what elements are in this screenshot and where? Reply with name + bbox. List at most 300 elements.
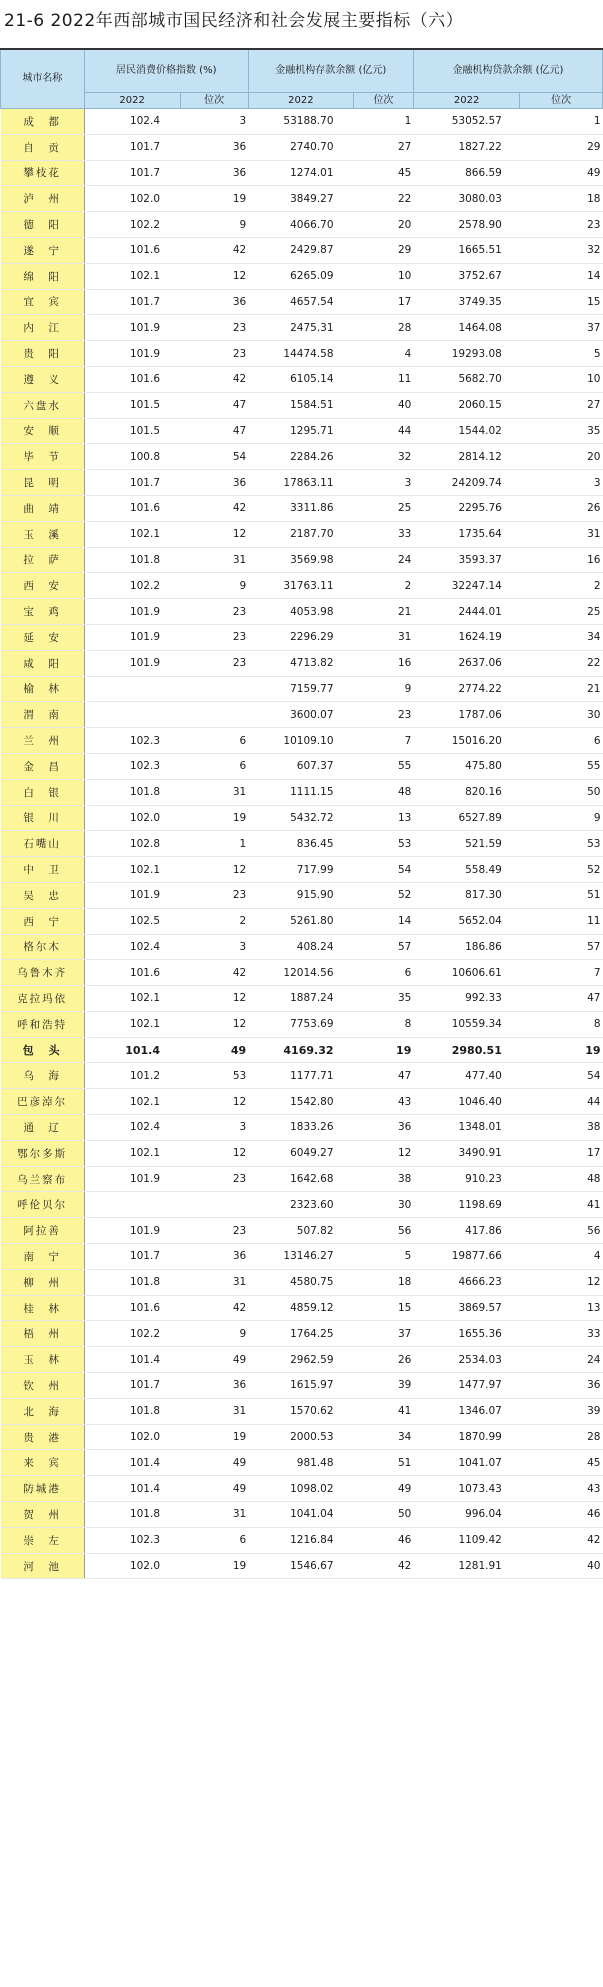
loan-value-cell: 1870.99 [413, 1424, 520, 1450]
deposit-rank-cell: 27 [354, 134, 414, 160]
table-header [1, 49, 603, 109]
city-name-cell: 乌兰察布 [1, 1166, 85, 1192]
deposit-rank-cell: 13 [354, 805, 414, 831]
loan-rank-cell: 52 [520, 857, 603, 883]
loan-rank-cell: 10 [520, 366, 603, 392]
deposit-value-cell: 1642.68 [248, 1166, 353, 1192]
cpi-rank-cell: 19 [180, 186, 248, 212]
cpi-value-cell: 101.5 [84, 418, 180, 444]
loan-rank-cell: 19 [520, 1037, 603, 1063]
cpi-value-cell [84, 1192, 180, 1218]
header-deposit-rank: 位次 [354, 93, 414, 109]
loan-rank-cell: 50 [520, 779, 603, 805]
loan-value-cell: 4666.23 [413, 1269, 520, 1295]
deposit-value-cell: 2475.31 [248, 315, 353, 341]
loan-rank-cell: 30 [520, 702, 603, 728]
loan-rank-cell: 56 [520, 1218, 603, 1244]
cpi-rank-cell: 3 [180, 1115, 248, 1141]
city-name-cell: 防城港 [1, 1476, 85, 1502]
deposit-rank-cell: 37 [354, 1321, 414, 1347]
loan-value-cell: 558.49 [413, 857, 520, 883]
cpi-rank-cell: 49 [180, 1347, 248, 1373]
table-row [1, 392, 603, 418]
loan-rank-cell: 31 [520, 521, 603, 547]
loan-rank-cell: 25 [520, 599, 603, 625]
city-name-cell: 银 川 [1, 805, 85, 831]
city-name-cell: 桂 林 [1, 1295, 85, 1321]
cpi-rank-cell: 31 [180, 1398, 248, 1424]
deposit-rank-cell: 41 [354, 1398, 414, 1424]
table-row [1, 650, 603, 676]
city-name-cell: 渭 南 [1, 702, 85, 728]
loan-rank-cell: 27 [520, 392, 603, 418]
cpi-value-cell: 101.8 [84, 779, 180, 805]
deposit-value-cell: 4657.54 [248, 289, 353, 315]
cpi-rank-cell: 42 [180, 237, 248, 263]
table-row [1, 1140, 603, 1166]
deposit-rank-cell: 5 [354, 1244, 414, 1270]
loan-value-cell: 186.86 [413, 934, 520, 960]
cpi-rank-cell: 54 [180, 444, 248, 470]
loan-rank-cell: 38 [520, 1115, 603, 1141]
deposit-value-cell: 5261.80 [248, 908, 353, 934]
deposit-value-cell: 1274.01 [248, 160, 353, 186]
table-row [1, 212, 603, 238]
table-row [1, 547, 603, 573]
deposit-value-cell: 1216.84 [248, 1527, 353, 1553]
cpi-rank-cell: 6 [180, 1527, 248, 1553]
cpi-value-cell: 101.6 [84, 960, 180, 986]
loan-rank-cell: 45 [520, 1450, 603, 1476]
loan-value-cell: 3869.57 [413, 1295, 520, 1321]
table-row [1, 1321, 603, 1347]
deposit-rank-cell: 47 [354, 1063, 414, 1089]
loan-value-cell: 1348.01 [413, 1115, 520, 1141]
loan-rank-cell: 43 [520, 1476, 603, 1502]
deposit-rank-cell: 46 [354, 1527, 414, 1553]
deposit-value-cell: 5432.72 [248, 805, 353, 831]
deposit-value-cell: 31763.11 [248, 573, 353, 599]
cpi-value-cell: 101.6 [84, 366, 180, 392]
cpi-value-cell: 102.3 [84, 753, 180, 779]
loan-value-cell: 1109.42 [413, 1527, 520, 1553]
cpi-rank-cell: 31 [180, 1269, 248, 1295]
table-row [1, 1115, 603, 1141]
table-row [1, 934, 603, 960]
deposit-value-cell: 2429.87 [248, 237, 353, 263]
city-name-cell: 克拉玛依 [1, 986, 85, 1012]
deposit-rank-cell: 22 [354, 186, 414, 212]
loan-value-cell: 2637.06 [413, 650, 520, 676]
table-row [1, 1347, 603, 1373]
loan-rank-cell: 33 [520, 1321, 603, 1347]
cpi-rank-cell: 36 [180, 289, 248, 315]
table-row [1, 1269, 603, 1295]
city-name-cell: 曲 靖 [1, 495, 85, 521]
city-name-cell: 昆 明 [1, 470, 85, 496]
loan-rank-cell: 57 [520, 934, 603, 960]
cpi-value-cell: 101.2 [84, 1063, 180, 1089]
loan-rank-cell: 17 [520, 1140, 603, 1166]
deposit-rank-cell: 14 [354, 908, 414, 934]
deposit-value-cell: 6105.14 [248, 366, 353, 392]
cpi-rank-cell: 23 [180, 1218, 248, 1244]
cpi-value-cell [84, 676, 180, 702]
deposit-value-cell: 3849.27 [248, 186, 353, 212]
loan-value-cell: 1544.02 [413, 418, 520, 444]
loan-value-cell: 10559.34 [413, 1011, 520, 1037]
table-row [1, 1424, 603, 1450]
loan-rank-cell: 22 [520, 650, 603, 676]
cpi-rank-cell: 12 [180, 521, 248, 547]
loan-value-cell: 1655.36 [413, 1321, 520, 1347]
cpi-value-cell: 101.4 [84, 1037, 180, 1063]
deposit-rank-cell: 25 [354, 495, 414, 521]
loan-value-cell: 1073.43 [413, 1476, 520, 1502]
city-name-cell: 攀枝花 [1, 160, 85, 186]
table-row [1, 676, 603, 702]
loan-rank-cell: 3 [520, 470, 603, 496]
deposit-value-cell: 53188.70 [248, 109, 353, 135]
loan-rank-cell: 12 [520, 1269, 603, 1295]
deposit-rank-cell: 29 [354, 237, 414, 263]
cpi-rank-cell: 23 [180, 882, 248, 908]
deposit-value-cell: 6265.09 [248, 263, 353, 289]
loan-value-cell: 477.40 [413, 1063, 520, 1089]
table-row [1, 1011, 603, 1037]
table-row [1, 1295, 603, 1321]
cpi-value-cell: 102.1 [84, 857, 180, 883]
loan-value-cell: 910.23 [413, 1166, 520, 1192]
deposit-value-cell: 2284.26 [248, 444, 353, 470]
cpi-value-cell: 101.9 [84, 1166, 180, 1192]
loan-value-cell: 475.80 [413, 753, 520, 779]
cpi-rank-cell [180, 1192, 248, 1218]
deposit-rank-cell: 35 [354, 986, 414, 1012]
city-name-cell: 贺 州 [1, 1502, 85, 1528]
deposit-rank-cell: 43 [354, 1089, 414, 1115]
city-name-cell: 榆 林 [1, 676, 85, 702]
city-name-cell: 玉 溪 [1, 521, 85, 547]
table-row [1, 1502, 603, 1528]
city-name-cell: 毕 节 [1, 444, 85, 470]
loan-rank-cell: 39 [520, 1398, 603, 1424]
cpi-value-cell: 102.3 [84, 728, 180, 754]
loan-rank-cell: 44 [520, 1089, 603, 1115]
loan-value-cell: 6527.89 [413, 805, 520, 831]
deposit-value-cell: 2323.60 [248, 1192, 353, 1218]
header-cpi: 居民消费价格指数 (%) [84, 49, 248, 93]
table-row [1, 702, 603, 728]
loan-rank-cell: 14 [520, 263, 603, 289]
city-name-cell: 遵 义 [1, 366, 85, 392]
table-row [1, 1244, 603, 1270]
deposit-rank-cell: 55 [354, 753, 414, 779]
city-name-cell: 南 宁 [1, 1244, 85, 1270]
deposit-rank-cell: 15 [354, 1295, 414, 1321]
deposit-value-cell: 14474.58 [248, 341, 353, 367]
header-deposit: 金融机构存款余额 (亿元) [248, 49, 413, 93]
deposit-rank-cell: 24 [354, 547, 414, 573]
deposit-rank-cell: 12 [354, 1140, 414, 1166]
loan-value-cell: 53052.57 [413, 109, 520, 135]
loan-rank-cell: 9 [520, 805, 603, 831]
cpi-value-cell: 101.7 [84, 289, 180, 315]
deposit-rank-cell: 19 [354, 1037, 414, 1063]
loan-value-cell: 5682.70 [413, 366, 520, 392]
loan-value-cell: 19293.08 [413, 341, 520, 367]
city-name-cell: 咸 阳 [1, 650, 85, 676]
deposit-value-cell: 3311.86 [248, 495, 353, 521]
cpi-value-cell: 102.0 [84, 1424, 180, 1450]
deposit-rank-cell: 18 [354, 1269, 414, 1295]
table-row [1, 624, 603, 650]
deposit-value-cell: 4169.32 [248, 1037, 353, 1063]
deposit-value-cell: 4713.82 [248, 650, 353, 676]
deposit-value-cell: 408.24 [248, 934, 353, 960]
cpi-value-cell: 102.4 [84, 1115, 180, 1141]
cpi-rank-cell: 49 [180, 1476, 248, 1502]
cpi-rank-cell: 31 [180, 779, 248, 805]
loan-value-cell: 1827.22 [413, 134, 520, 160]
loan-rank-cell: 37 [520, 315, 603, 341]
deposit-value-cell: 7159.77 [248, 676, 353, 702]
loan-rank-cell: 40 [520, 1553, 603, 1579]
deposit-rank-cell: 31 [354, 624, 414, 650]
loan-rank-cell: 11 [520, 908, 603, 934]
table-row [1, 599, 603, 625]
city-name-cell: 西 宁 [1, 908, 85, 934]
city-name-cell: 来 宾 [1, 1450, 85, 1476]
loan-rank-cell: 35 [520, 418, 603, 444]
table-row [1, 1553, 603, 1579]
cpi-value-cell: 101.8 [84, 1502, 180, 1528]
table-row [1, 831, 603, 857]
city-name-cell: 鄂尔多斯 [1, 1140, 85, 1166]
deposit-rank-cell: 4 [354, 341, 414, 367]
header-cpi-rank: 位次 [180, 93, 248, 109]
deposit-rank-cell: 11 [354, 366, 414, 392]
cpi-value-cell: 102.3 [84, 1527, 180, 1553]
city-name-cell: 贵 港 [1, 1424, 85, 1450]
loan-rank-cell: 34 [520, 624, 603, 650]
deposit-value-cell: 1764.25 [248, 1321, 353, 1347]
deposit-value-cell: 1177.71 [248, 1063, 353, 1089]
cpi-rank-cell: 12 [180, 1140, 248, 1166]
deposit-value-cell: 2962.59 [248, 1347, 353, 1373]
deposit-value-cell: 1887.24 [248, 986, 353, 1012]
table-row [1, 857, 603, 883]
deposit-rank-cell: 49 [354, 1476, 414, 1502]
deposit-value-cell: 915.90 [248, 882, 353, 908]
loan-rank-cell: 46 [520, 1502, 603, 1528]
loan-value-cell: 3752.67 [413, 263, 520, 289]
city-name-cell: 六盘水 [1, 392, 85, 418]
loan-rank-cell: 23 [520, 212, 603, 238]
header-loan: 金融机构贷款余额 (亿元) [413, 49, 602, 93]
cpi-rank-cell: 49 [180, 1450, 248, 1476]
cpi-rank-cell: 42 [180, 366, 248, 392]
table-row [1, 882, 603, 908]
table-row [1, 315, 603, 341]
loan-rank-cell: 1 [520, 109, 603, 135]
cpi-value-cell: 101.9 [84, 1218, 180, 1244]
cpi-rank-cell: 49 [180, 1037, 248, 1063]
deposit-rank-cell: 57 [354, 934, 414, 960]
cpi-rank-cell: 23 [180, 1166, 248, 1192]
page-title: 21-6 2022年西部城市国民经济和社会发展主要指标（六） [4, 11, 464, 31]
city-name-cell: 兰 州 [1, 728, 85, 754]
loan-value-cell: 1477.97 [413, 1373, 520, 1399]
city-name-cell: 拉 萨 [1, 547, 85, 573]
table-row [1, 366, 603, 392]
loan-rank-cell: 32 [520, 237, 603, 263]
cpi-value-cell: 101.7 [84, 1244, 180, 1270]
table-row [1, 444, 603, 470]
table-row [1, 1192, 603, 1218]
cpi-value-cell: 101.7 [84, 470, 180, 496]
deposit-rank-cell: 36 [354, 1115, 414, 1141]
cpi-value-cell: 102.1 [84, 521, 180, 547]
deposit-value-cell: 2740.70 [248, 134, 353, 160]
table-row [1, 495, 603, 521]
city-name-cell: 阿拉善 [1, 1218, 85, 1244]
deposit-value-cell: 836.45 [248, 831, 353, 857]
cpi-rank-cell: 23 [180, 650, 248, 676]
cpi-value-cell: 101.4 [84, 1476, 180, 1502]
cpi-value-cell: 102.2 [84, 212, 180, 238]
table-row [1, 908, 603, 934]
table-row [1, 237, 603, 263]
deposit-value-cell: 4859.12 [248, 1295, 353, 1321]
city-name-cell: 德 阳 [1, 212, 85, 238]
deposit-value-cell: 507.82 [248, 1218, 353, 1244]
table-row [1, 986, 603, 1012]
deposit-value-cell: 717.99 [248, 857, 353, 883]
cpi-rank-cell: 23 [180, 599, 248, 625]
deposit-rank-cell: 28 [354, 315, 414, 341]
cpi-rank-cell: 53 [180, 1063, 248, 1089]
deposit-rank-cell: 7 [354, 728, 414, 754]
city-name-cell: 白 银 [1, 779, 85, 805]
deposit-rank-cell: 51 [354, 1450, 414, 1476]
table-row [1, 1063, 603, 1089]
header-deposit-year: 2022 [248, 93, 353, 109]
header-loan-rank: 位次 [520, 93, 603, 109]
loan-rank-cell: 42 [520, 1527, 603, 1553]
cpi-value-cell: 100.8 [84, 444, 180, 470]
cpi-rank-cell: 9 [180, 573, 248, 599]
deposit-rank-cell: 48 [354, 779, 414, 805]
cpi-rank-cell: 36 [180, 134, 248, 160]
deposit-value-cell: 17863.11 [248, 470, 353, 496]
deposit-rank-cell: 23 [354, 702, 414, 728]
cpi-value-cell: 102.2 [84, 1321, 180, 1347]
deposit-value-cell: 981.48 [248, 1450, 353, 1476]
loan-value-cell: 2980.51 [413, 1037, 520, 1063]
deposit-rank-cell: 45 [354, 160, 414, 186]
city-name-cell: 柳 州 [1, 1269, 85, 1295]
loan-rank-cell: 36 [520, 1373, 603, 1399]
cpi-rank-cell: 47 [180, 418, 248, 444]
loan-rank-cell: 13 [520, 1295, 603, 1321]
deposit-value-cell: 1570.62 [248, 1398, 353, 1424]
cpi-rank-cell: 9 [180, 1321, 248, 1347]
deposit-value-cell: 1111.15 [248, 779, 353, 805]
cpi-rank-cell: 12 [180, 986, 248, 1012]
table-row [1, 573, 603, 599]
cpi-value-cell: 101.6 [84, 237, 180, 263]
indicator-table [0, 48, 603, 1579]
cpi-rank-cell: 23 [180, 624, 248, 650]
loan-rank-cell: 21 [520, 676, 603, 702]
deposit-value-cell: 607.37 [248, 753, 353, 779]
cpi-value-cell: 101.7 [84, 1373, 180, 1399]
cpi-value-cell: 102.5 [84, 908, 180, 934]
cpi-rank-cell: 9 [180, 212, 248, 238]
deposit-rank-cell: 38 [354, 1166, 414, 1192]
cpi-rank-cell: 12 [180, 1089, 248, 1115]
cpi-rank-cell [180, 676, 248, 702]
table-row [1, 779, 603, 805]
cpi-value-cell: 102.1 [84, 986, 180, 1012]
table-row [1, 960, 603, 986]
cpi-value-cell: 101.4 [84, 1347, 180, 1373]
deposit-rank-cell: 6 [354, 960, 414, 986]
table-row [1, 134, 603, 160]
loan-value-cell: 996.04 [413, 1502, 520, 1528]
city-name-cell: 宝 鸡 [1, 599, 85, 625]
deposit-rank-cell: 32 [354, 444, 414, 470]
loan-value-cell: 1346.07 [413, 1398, 520, 1424]
deposit-rank-cell: 1 [354, 109, 414, 135]
city-name-cell: 绵 阳 [1, 263, 85, 289]
table-row [1, 1450, 603, 1476]
cpi-value-cell: 101.5 [84, 392, 180, 418]
loan-value-cell: 1735.64 [413, 521, 520, 547]
cpi-rank-cell: 19 [180, 1424, 248, 1450]
deposit-value-cell: 12014.56 [248, 960, 353, 986]
deposit-rank-cell: 53 [354, 831, 414, 857]
header-city-name: 城市名称 [1, 49, 85, 109]
deposit-rank-cell: 42 [354, 1553, 414, 1579]
city-name-cell: 吴 忠 [1, 882, 85, 908]
cpi-rank-cell: 23 [180, 315, 248, 341]
loan-value-cell: 521.59 [413, 831, 520, 857]
city-name-cell: 遂 宁 [1, 237, 85, 263]
loan-rank-cell: 4 [520, 1244, 603, 1270]
cpi-rank-cell [180, 702, 248, 728]
cpi-rank-cell: 12 [180, 263, 248, 289]
deposit-value-cell: 1584.51 [248, 392, 353, 418]
loan-value-cell: 2774.22 [413, 676, 520, 702]
cpi-value-cell: 102.2 [84, 573, 180, 599]
loan-value-cell: 10606.61 [413, 960, 520, 986]
loan-value-cell: 5652.04 [413, 908, 520, 934]
loan-value-cell: 1281.91 [413, 1553, 520, 1579]
header-cpi-year: 2022 [84, 93, 180, 109]
table-row [1, 1089, 603, 1115]
deposit-value-cell: 4066.70 [248, 212, 353, 238]
cpi-rank-cell: 3 [180, 109, 248, 135]
loan-rank-cell: 28 [520, 1424, 603, 1450]
table-row [1, 1373, 603, 1399]
deposit-value-cell: 2296.29 [248, 624, 353, 650]
deposit-rank-cell: 2 [354, 573, 414, 599]
city-name-cell: 北 海 [1, 1398, 85, 1424]
deposit-value-cell: 3600.07 [248, 702, 353, 728]
table-row [1, 263, 603, 289]
